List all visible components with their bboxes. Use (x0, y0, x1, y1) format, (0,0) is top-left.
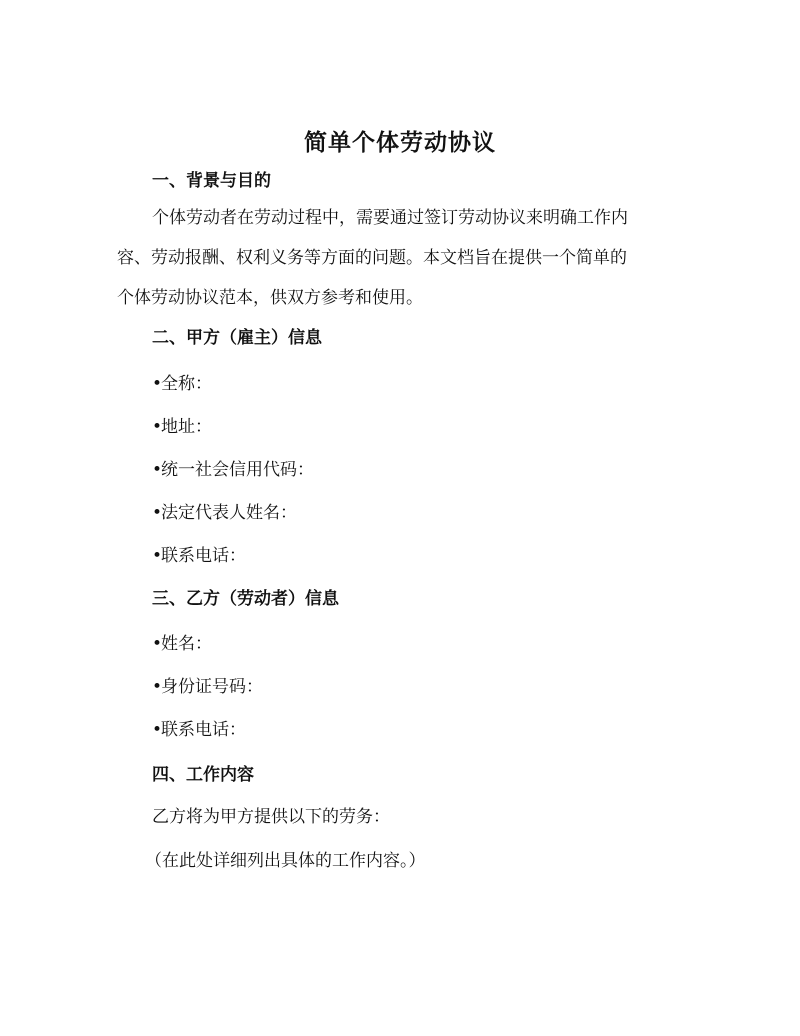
bullet-icon: • (152, 417, 163, 437)
paragraph-line: 容、劳动报酬、权利义务等方面的问题。本文档旨在提供一个简单的 (117, 248, 627, 268)
bullet-icon: • (152, 677, 163, 697)
bullet-icon: • (152, 634, 163, 654)
employer-field-name (152, 369, 212, 394)
background-paragraph (117, 198, 677, 318)
field-label: 身份证号码： (161, 677, 263, 697)
field-label: 联系电话： (161, 720, 246, 740)
field-label: 法定代表人姓名： (161, 503, 297, 523)
document-title: 简单个体劳动协议 (304, 129, 496, 156)
field-label: 统一社会信用代码： (161, 460, 314, 480)
worker-field-phone (152, 715, 246, 740)
bullet-icon: • (152, 374, 163, 394)
section-heading-employer: 二、甲方（雇主）信息 (152, 328, 322, 348)
paragraph-line: 个体劳动者在劳动过程中，需要通过签订劳动协议来明确工作内 (152, 208, 628, 228)
section-heading-background: 一、背景与目的 (152, 171, 271, 191)
paragraph-line: 个体劳动协议范本，供双方参考和使用。 (117, 288, 423, 308)
work-content-intro: 乙方将为甲方提供以下的劳务： (152, 807, 390, 827)
section-heading-worker: 三、乙方（劳动者）信息 (152, 589, 339, 609)
field-label: 全称： (161, 374, 212, 394)
bullet-icon: • (152, 503, 163, 523)
bullet-icon: • (152, 460, 163, 480)
employer-field-legal-rep (152, 498, 297, 523)
bullet-icon: • (152, 720, 163, 740)
section-heading-work-content: 四、工作内容 (152, 765, 254, 785)
worker-field-id-number (152, 672, 263, 697)
field-label: 姓名： (161, 634, 212, 654)
employer-field-credit-code (152, 455, 314, 480)
bullet-icon: • (152, 546, 163, 566)
field-label: 地址： (161, 417, 212, 437)
employer-field-phone (152, 541, 246, 566)
work-content-placeholder: （在此处详细列出具体的工作内容。） (145, 851, 426, 871)
field-label: 联系电话： (161, 546, 246, 566)
worker-field-name (152, 629, 212, 654)
employer-field-address (152, 412, 212, 437)
